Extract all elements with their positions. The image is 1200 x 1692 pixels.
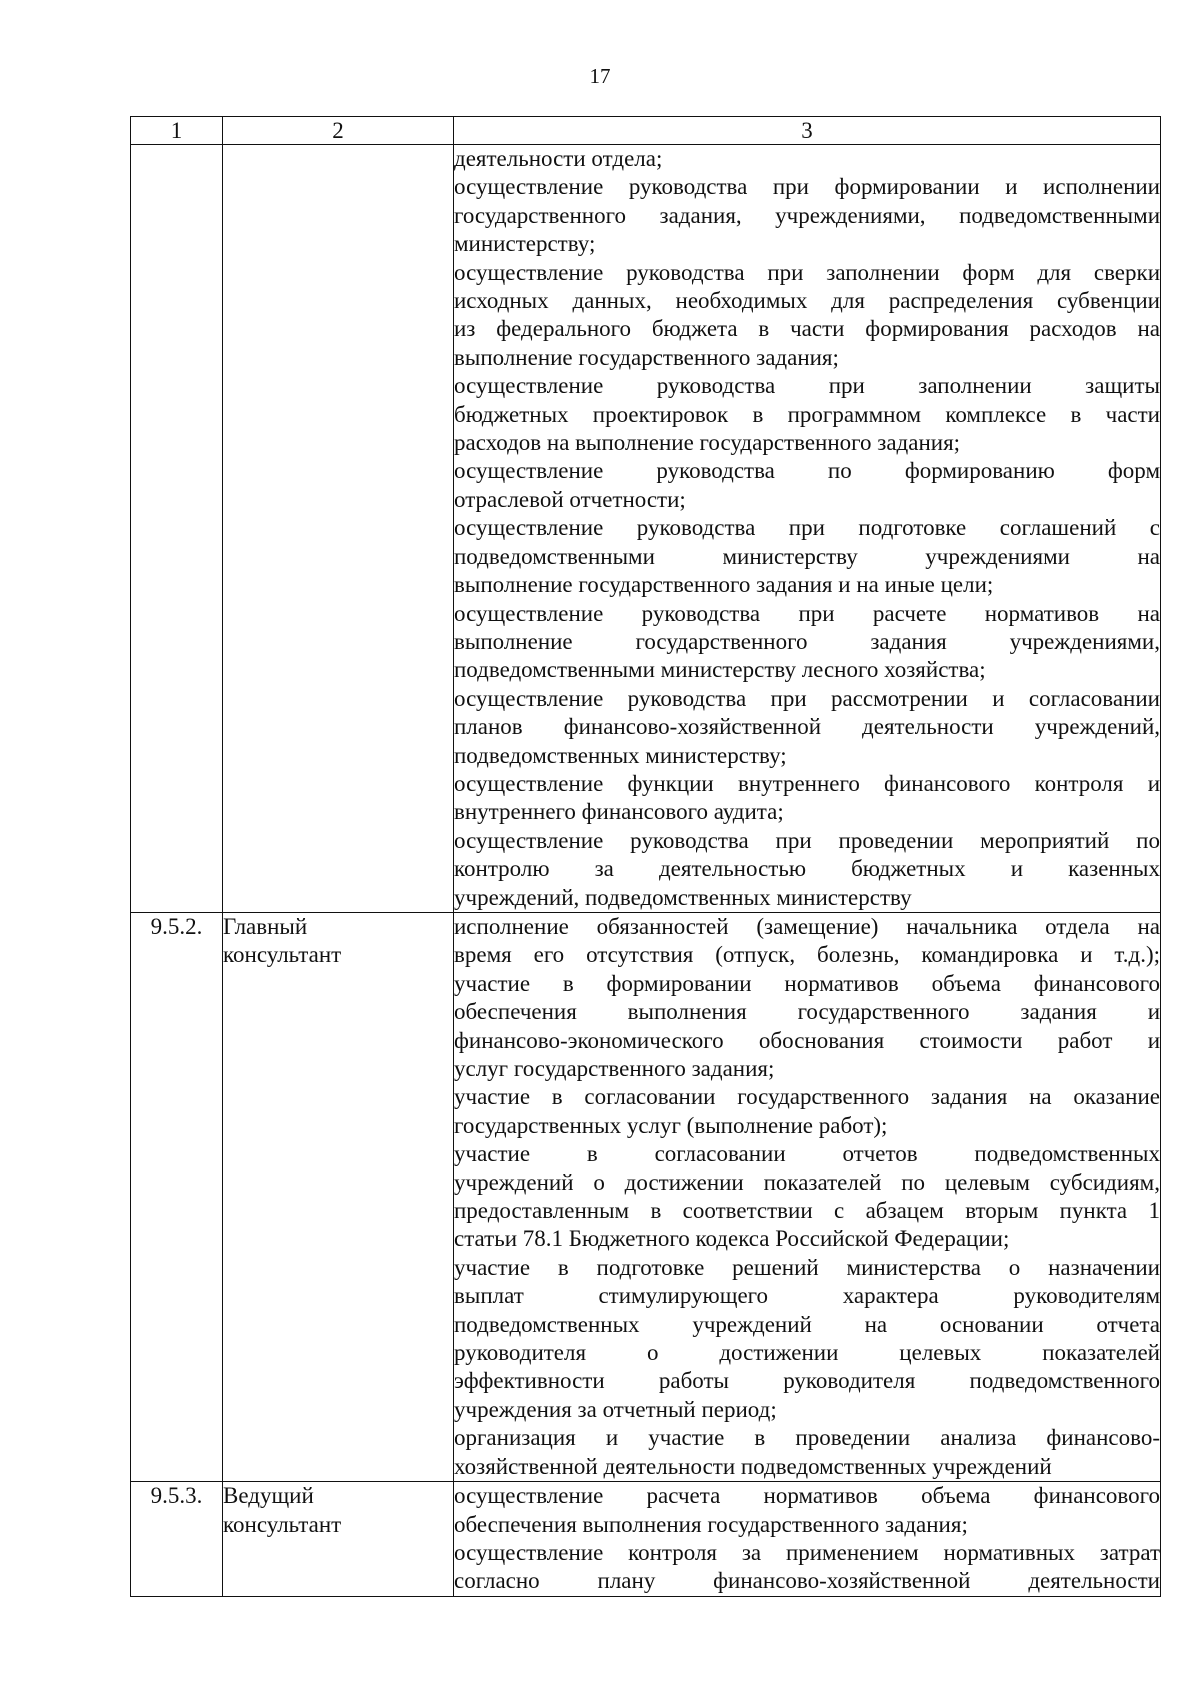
duty-line: осуществление руководства при заполнении форм для сверки <box>454 259 1160 285</box>
duty-line: осуществление руководства при расчете нормативов на <box>454 600 1160 626</box>
duty-line: исходных данных, необходимых для распределения субвенции <box>454 288 1160 314</box>
duty-line: участие в формировании нормативов объема финансового <box>454 970 1160 996</box>
item-number: 9.5.3. <box>131 1482 223 1597</box>
position-title-line: консультант <box>223 942 342 968</box>
duty-line: финансово-экономического обоснования стоимости работ и <box>454 1027 1160 1053</box>
duty-line: подведомственных учреждений на основании отчета <box>454 1311 1160 1337</box>
position-title <box>223 1482 454 1597</box>
table-row <box>131 1482 1161 1597</box>
duty-line: участие в подготовке решений министерства о назначении <box>454 1254 1160 1280</box>
item-number: 9.5.2. <box>131 912 223 1481</box>
duty-line: осуществление руководства по формированию форм <box>454 458 1160 484</box>
duty-line: государственных услуг (выполнение работ); <box>454 1112 888 1138</box>
column-header-3: 3 <box>454 117 1161 145</box>
table-row <box>131 145 1161 913</box>
duty-line: учреждений о достижении показателей по целевым субсидиям, <box>454 1169 1160 1195</box>
duty-line: выполнение государственного задания учреждениями, <box>454 628 1160 654</box>
duty-line: осуществление функции внутреннего финансового контроля и <box>454 770 1160 796</box>
duty-line: участие в согласовании отчетов подведомственных <box>454 1141 1160 1167</box>
duty-line: предоставленным в соответствии с абзацем вторым пункта 1 <box>454 1198 1160 1224</box>
item-number <box>131 145 223 913</box>
duty-line: выплат стимулирующего характера руководителям <box>454 1283 1160 1309</box>
duty-line: обеспечения выполнения государственного задания и <box>454 999 1160 1025</box>
position-title-line: Ведущий <box>223 1483 314 1509</box>
duty-line: исполнение обязанностей (замещение) начальника отдела на <box>454 913 1160 939</box>
duty-line: хозяйственной деятельности подведомственных учреждений <box>454 1453 1052 1479</box>
duty-line: расходов на выполнение государственного задания; <box>454 430 961 456</box>
duty-line: контролю за деятельностью бюджетных и казенных <box>454 856 1160 882</box>
duty-line: осуществление руководства при подготовке соглашений с <box>454 515 1160 541</box>
position-title-line: консультант <box>223 1511 342 1537</box>
duty-line: обеспечения выполнения государственного задания; <box>454 1511 968 1537</box>
duty-line: отраслевой отчетности; <box>454 486 686 512</box>
table-header-row <box>131 117 1161 145</box>
duty-line: осуществление руководства при формировании и исполнении <box>454 174 1160 200</box>
duty-line: руководителя о достижении целевых показателей <box>454 1340 1160 1366</box>
duty-line: осуществление расчета нормативов объема финансового <box>454 1483 1160 1509</box>
duty-line: учреждений, подведомственных министерству <box>454 884 912 910</box>
duty-line: из федерального бюджета в части формирования расходов на <box>454 316 1160 342</box>
duty-line: осуществление руководства при заполнении защиты <box>454 373 1160 399</box>
duty-line: государственного задания, учреждениями, подведомственными <box>454 202 1160 228</box>
position-title-line: Главный <box>223 913 308 939</box>
duty-line: бюджетных проектировок в программном комплексе в части <box>454 401 1160 427</box>
duty-line: подведомственными министерству лесного хозяйства; <box>454 657 986 683</box>
duty-line: статьи 78.1 Бюджетного кодекса Российской Федерации; <box>454 1226 1010 1252</box>
duties-text <box>454 1482 1161 1597</box>
table-row <box>131 912 1161 1481</box>
duty-line: министерству; <box>454 231 596 257</box>
duty-line: подведомственных министерству; <box>454 742 787 768</box>
duties-text <box>454 912 1161 1481</box>
page-number: 17 <box>589 64 611 88</box>
duty-line: планов финансово-хозяйственной деятельности учреждений, <box>454 714 1160 740</box>
duty-line: выполнение государственного задания и на иные цели; <box>454 572 994 598</box>
duty-line: внутреннего финансового аудита; <box>454 799 784 825</box>
duties-text <box>454 145 1161 913</box>
duty-line: эффективности работы руководителя подведомственного <box>454 1368 1160 1394</box>
position-title <box>223 145 454 913</box>
duties-table <box>130 116 1161 1597</box>
duty-line: учреждения за отчетный период; <box>454 1396 777 1422</box>
duty-line: осуществление руководства при рассмотрении и согласовании <box>454 685 1160 711</box>
duty-line: время его отсутствия (отпуск, болезнь, командировка и т.д.); <box>454 942 1160 968</box>
position-title <box>223 912 454 1481</box>
duty-line: участие в согласовании государственного задания на оказание <box>454 1084 1160 1110</box>
duty-line: деятельности отдела; <box>454 146 663 171</box>
duty-line: организация и участие в проведении анализа финансово- <box>454 1425 1160 1451</box>
duty-line: выполнение государственного задания; <box>454 344 839 370</box>
duty-line: осуществление контроля за применением нормативных затрат <box>454 1539 1160 1565</box>
duty-line: согласно плану финансово-хозяйственной деятельности <box>454 1568 1160 1594</box>
duty-line: подведомственными министерству учреждениями на <box>454 543 1160 569</box>
duty-line: услуг государственного задания; <box>454 1056 775 1081</box>
column-header-2: 2 <box>223 117 454 145</box>
duty-line: осуществление руководства при проведении мероприятий по <box>454 827 1160 853</box>
column-header-1: 1 <box>131 117 223 145</box>
